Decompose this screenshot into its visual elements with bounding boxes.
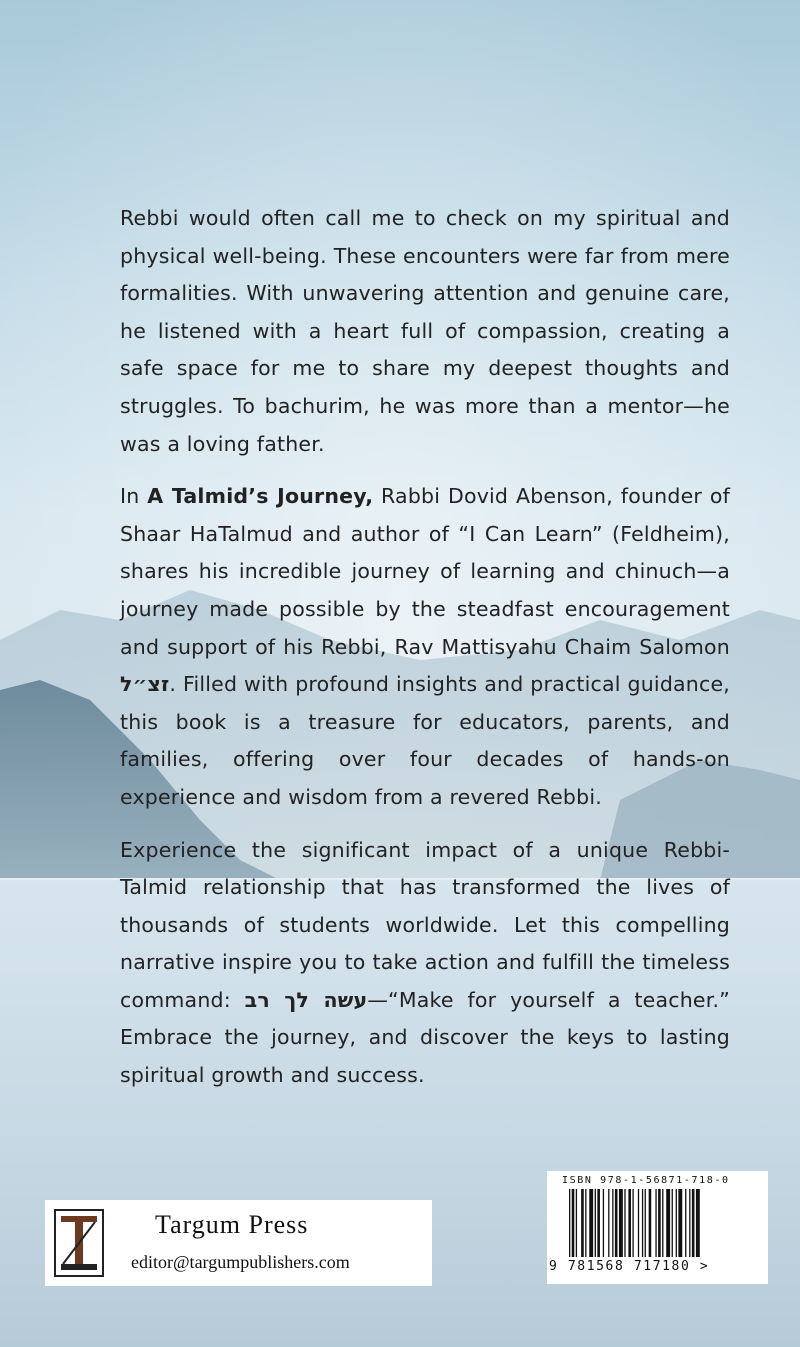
hebrew-quote: עשה לך רב	[244, 987, 368, 1012]
blurb-p2-intro: In	[120, 484, 148, 509]
ean-digits: 9 781568 717180 >	[549, 1259, 710, 1274]
blurb-p3-rest: —“Make for yourself a teacher.” Embrace the journey, and discover the keys to lasting spiritual growth and success.	[120, 987, 730, 1088]
blurb-p2-rest: . Filled with profound insights and practical guidance, this book is a treasure for educators, parents, and families, offering over four decades of hands-on experience and wisdom from a revered Rebbi.	[120, 672, 730, 809]
isbn-text: ISBN 978-1-56871-718-0	[562, 1175, 730, 1186]
hebrew-honorific: זצ״ל	[120, 672, 170, 697]
blurb-text	[120, 200, 730, 1110]
blurb-p3-body: Experience the significant impact of a unique Rebbi-Talmid relationship that has transformed the lives of thousands of students worldwide. Let this compelling narrative inspire you to take action and fulfill the timeless command:	[120, 837, 730, 1012]
publisher-name: Targum Press	[155, 1210, 309, 1239]
blurb-paragraph-1: Rebbi would often call me to check on my spiritual and physical well-being. These encounters were far from mere formalities. With unwavering attention and genuine care, he listened with a heart full of compassion, creating a safe space for me to share my deepest thoughts and struggles. To bachurim, he was more than a mentor—he was a loving father.	[120, 206, 730, 456]
blurb-paragraph-2	[120, 478, 730, 816]
book-title: A Talmid’s Journey,	[147, 484, 374, 509]
publisher-block	[45, 1200, 432, 1286]
publisher-email: editor@targumpublishers.com	[131, 1252, 350, 1272]
blurb-p2-body: Rabbi Dovid Abenson, founder of Shaar HaTalmud and author of “I Can Learn” (Feldheim), shares his incredible journey of learning and chinuch—a journey made possible by the steadfast encouragement and support of his Rebbi, Rav Mattisyahu Chaim Salomon	[120, 484, 731, 659]
barcode-bars	[555, 1189, 755, 1269]
isbn-barcode	[547, 1171, 768, 1284]
blurb-paragraph-3	[120, 832, 730, 1095]
publisher-logo-icon	[53, 1208, 105, 1278]
